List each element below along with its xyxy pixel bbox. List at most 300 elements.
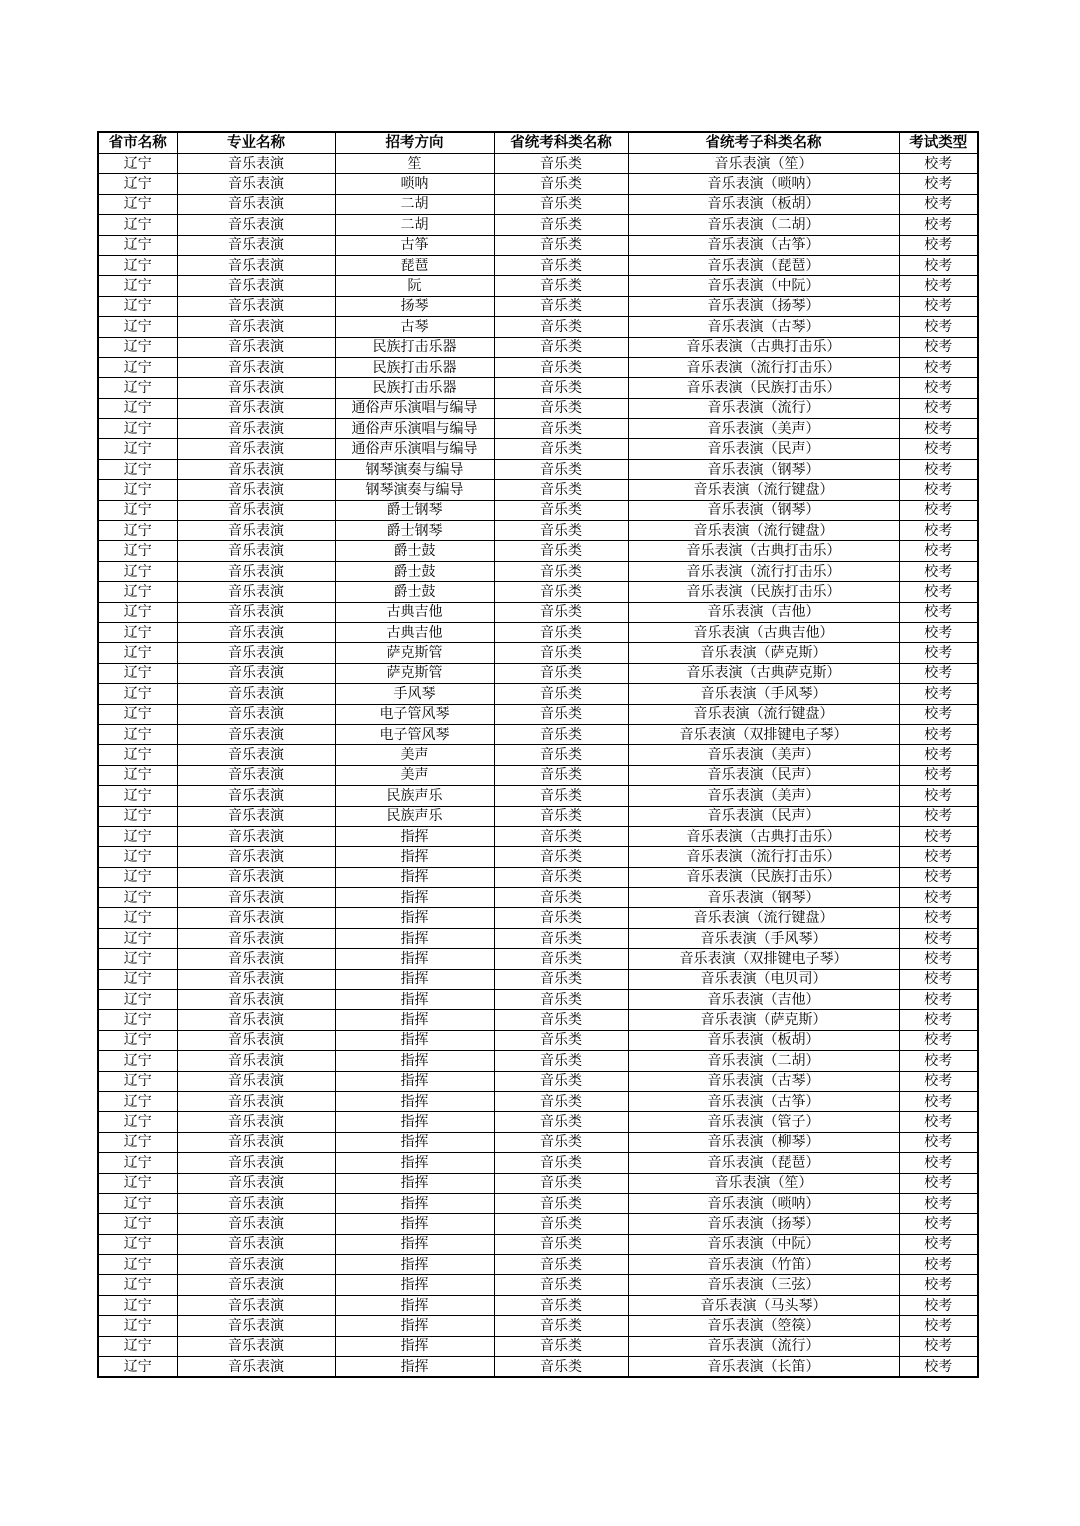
cell-direction: 指挥 [335,1234,494,1254]
cell-major: 音乐表演 [177,1051,335,1071]
table-row [98,1153,978,1173]
cell-exam-type: 校考 [899,439,978,459]
cell-direction: 指挥 [335,1030,494,1050]
cell-category: 音乐类 [494,1153,628,1173]
cell-major: 音乐表演 [177,1112,335,1132]
cell-category: 音乐类 [494,439,628,459]
cell-direction: 萨克斯管 [335,663,494,683]
cell-province: 辽宁 [98,928,177,948]
table-row [98,1295,978,1315]
cell-category: 音乐类 [494,378,628,398]
cell-subcategory: 音乐表演（钢琴） [628,500,899,520]
cell-direction: 钢琴演奏与编导 [335,480,494,500]
cell-exam-type: 校考 [899,1112,978,1132]
cell-major: 音乐表演 [177,765,335,785]
cell-category: 音乐类 [494,847,628,867]
cell-category: 音乐类 [494,643,628,663]
table-row [98,1071,978,1091]
cell-category: 音乐类 [494,663,628,683]
cell-subcategory: 音乐表演（民族打击乐） [628,867,899,887]
cell-province: 辽宁 [98,500,177,520]
cell-category: 音乐类 [494,867,628,887]
cell-exam-type: 校考 [899,847,978,867]
cell-province: 辽宁 [98,602,177,622]
cell-direction: 民族打击乐器 [335,337,494,357]
cell-subcategory: 音乐表演（古典打击乐） [628,826,899,846]
cell-province: 辽宁 [98,1316,177,1336]
table-row [98,459,978,479]
table-row [98,1234,978,1254]
cell-category: 音乐类 [494,622,628,642]
cell-direction: 琵琶 [335,255,494,275]
table-row [98,337,978,357]
cell-major: 音乐表演 [177,1010,335,1030]
cell-direction: 指挥 [335,908,494,928]
cell-major: 音乐表演 [177,663,335,683]
cell-major: 音乐表演 [177,1255,335,1275]
cell-major: 音乐表演 [177,1193,335,1213]
cell-subcategory: 音乐表演（柳琴） [628,1132,899,1152]
cell-major: 音乐表演 [177,1316,335,1336]
cell-exam-type: 校考 [899,174,978,194]
cell-province: 辽宁 [98,1295,177,1315]
table-row [98,724,978,744]
cell-direction: 指挥 [335,1051,494,1071]
cell-province: 辽宁 [98,337,177,357]
header-exam-type: 考试类型 [899,132,978,154]
cell-direction: 阮 [335,276,494,296]
cell-direction: 通俗声乐演唱与编导 [335,439,494,459]
table-row [98,1051,978,1071]
header-province: 省市名称 [98,132,177,154]
cell-major: 音乐表演 [177,888,335,908]
cell-subcategory: 音乐表演（流行键盘） [628,908,899,928]
cell-province: 辽宁 [98,1112,177,1132]
cell-category: 音乐类 [494,704,628,724]
cell-category: 音乐类 [494,765,628,785]
cell-province: 辽宁 [98,1030,177,1050]
cell-exam-type: 校考 [899,745,978,765]
cell-exam-type: 校考 [899,1153,978,1173]
table-row [98,786,978,806]
cell-exam-type: 校考 [899,337,978,357]
cell-category: 音乐类 [494,1234,628,1254]
cell-province: 辽宁 [98,806,177,826]
table-row [98,1173,978,1193]
cell-province: 辽宁 [98,786,177,806]
cell-direction: 指挥 [335,1357,494,1378]
cell-direction: 指挥 [335,847,494,867]
cell-province: 辽宁 [98,235,177,255]
cell-category: 音乐类 [494,1214,628,1234]
cell-direction: 电子管风琴 [335,724,494,744]
cell-category: 音乐类 [494,1316,628,1336]
cell-province: 辽宁 [98,439,177,459]
cell-exam-type: 校考 [899,765,978,785]
table-row [98,296,978,316]
header-category: 省统考科类名称 [494,132,628,154]
cell-subcategory: 音乐表演（美声） [628,786,899,806]
cell-category: 音乐类 [494,1071,628,1091]
cell-major: 音乐表演 [177,378,335,398]
cell-province: 辽宁 [98,398,177,418]
table-row [98,439,978,459]
table-row [98,398,978,418]
cell-category: 音乐类 [494,1091,628,1111]
cell-direction: 美声 [335,765,494,785]
cell-subcategory: 音乐表演（箜篌） [628,1316,899,1336]
cell-exam-type: 校考 [899,500,978,520]
cell-subcategory: 音乐表演（双排键电子琴） [628,949,899,969]
cell-major: 音乐表演 [177,1295,335,1315]
cell-category: 音乐类 [494,255,628,275]
cell-major: 音乐表演 [177,317,335,337]
table-row [98,235,978,255]
cell-direction: 民族打击乐器 [335,357,494,377]
table-row [98,826,978,846]
cell-exam-type: 校考 [899,928,978,948]
cell-province: 辽宁 [98,1234,177,1254]
table-row [98,969,978,989]
cell-major: 音乐表演 [177,1214,335,1234]
cell-exam-type: 校考 [899,561,978,581]
cell-province: 辽宁 [98,317,177,337]
cell-exam-type: 校考 [899,949,978,969]
cell-major: 音乐表演 [177,521,335,541]
table-row [98,1214,978,1234]
cell-province: 辽宁 [98,1336,177,1356]
table-row [98,1030,978,1050]
cell-exam-type: 校考 [899,786,978,806]
cell-direction: 指挥 [335,1336,494,1356]
cell-exam-type: 校考 [899,215,978,235]
cell-exam-type: 校考 [899,1051,978,1071]
cell-province: 辽宁 [98,276,177,296]
cell-subcategory: 音乐表演（民声） [628,439,899,459]
cell-exam-type: 校考 [899,541,978,561]
cell-subcategory: 音乐表演（古琴） [628,1071,899,1091]
table-row [98,867,978,887]
cell-exam-type: 校考 [899,255,978,275]
cell-province: 辽宁 [98,1153,177,1173]
cell-subcategory: 音乐表演（二胡） [628,1051,899,1071]
cell-major: 音乐表演 [177,704,335,724]
cell-exam-type: 校考 [899,521,978,541]
table-row [98,521,978,541]
cell-category: 音乐类 [494,1336,628,1356]
cell-category: 音乐类 [494,480,628,500]
cell-direction: 美声 [335,745,494,765]
cell-exam-type: 校考 [899,582,978,602]
cell-province: 辽宁 [98,969,177,989]
cell-province: 辽宁 [98,1010,177,1030]
table-header-row [98,132,978,154]
cell-category: 音乐类 [494,500,628,520]
cell-direction: 爵士鼓 [335,541,494,561]
cell-province: 辽宁 [98,296,177,316]
cell-major: 音乐表演 [177,500,335,520]
cell-exam-type: 校考 [899,317,978,337]
cell-major: 音乐表演 [177,215,335,235]
cell-exam-type: 校考 [899,888,978,908]
cell-direction: 民族打击乐器 [335,378,494,398]
table-row [98,622,978,642]
cell-province: 辽宁 [98,1091,177,1111]
cell-major: 音乐表演 [177,867,335,887]
cell-province: 辽宁 [98,255,177,275]
cell-subcategory: 音乐表演（笙） [628,1173,899,1193]
cell-subcategory: 音乐表演（古筝） [628,1091,899,1111]
table-row [98,1010,978,1030]
cell-subcategory: 音乐表演（古琴） [628,317,899,337]
cell-major: 音乐表演 [177,928,335,948]
cell-category: 音乐类 [494,215,628,235]
cell-direction: 爵士鼓 [335,561,494,581]
cell-major: 音乐表演 [177,969,335,989]
cell-category: 音乐类 [494,990,628,1010]
cell-subcategory: 音乐表演（民族打击乐） [628,378,899,398]
cell-exam-type: 校考 [899,1071,978,1091]
cell-direction: 唢呐 [335,174,494,194]
cell-major: 音乐表演 [177,847,335,867]
cell-direction: 二胡 [335,215,494,235]
cell-major: 音乐表演 [177,439,335,459]
cell-exam-type: 校考 [899,419,978,439]
table-row [98,215,978,235]
cell-exam-type: 校考 [899,276,978,296]
table-row [98,357,978,377]
table-row [98,949,978,969]
cell-direction: 电子管风琴 [335,704,494,724]
cell-direction: 指挥 [335,1010,494,1030]
cell-subcategory: 音乐表演（钢琴） [628,888,899,908]
cell-subcategory: 音乐表演（民族打击乐） [628,582,899,602]
cell-province: 辽宁 [98,541,177,561]
cell-major: 音乐表演 [177,949,335,969]
cell-category: 音乐类 [494,1173,628,1193]
cell-category: 音乐类 [494,1112,628,1132]
cell-major: 音乐表演 [177,602,335,622]
cell-exam-type: 校考 [899,622,978,642]
cell-province: 辽宁 [98,1193,177,1213]
cell-category: 音乐类 [494,561,628,581]
cell-major: 音乐表演 [177,296,335,316]
table-row [98,1357,978,1378]
cell-major: 音乐表演 [177,806,335,826]
cell-province: 辽宁 [98,1255,177,1275]
cell-exam-type: 校考 [899,378,978,398]
cell-exam-type: 校考 [899,235,978,255]
cell-exam-type: 校考 [899,990,978,1010]
table-row [98,541,978,561]
cell-direction: 指挥 [335,1091,494,1111]
cell-exam-type: 校考 [899,398,978,418]
cell-major: 音乐表演 [177,622,335,642]
table-row [98,1193,978,1213]
cell-major: 音乐表演 [177,235,335,255]
cell-major: 音乐表演 [177,337,335,357]
cell-direction: 古典吉他 [335,602,494,622]
cell-direction: 指挥 [335,1214,494,1234]
cell-direction: 爵士鼓 [335,582,494,602]
cell-major: 音乐表演 [177,1336,335,1356]
cell-major: 音乐表演 [177,541,335,561]
cell-subcategory: 音乐表演（电贝司） [628,969,899,989]
table-row [98,174,978,194]
cell-category: 音乐类 [494,154,628,174]
cell-province: 辽宁 [98,378,177,398]
cell-subcategory: 音乐表演（吉他） [628,602,899,622]
cell-category: 音乐类 [494,521,628,541]
cell-province: 辽宁 [98,194,177,214]
cell-major: 音乐表演 [177,255,335,275]
cell-direction: 指挥 [335,1275,494,1295]
cell-major: 音乐表演 [177,745,335,765]
cell-exam-type: 校考 [899,1255,978,1275]
table-row [98,276,978,296]
cell-direction: 指挥 [335,867,494,887]
cell-direction: 指挥 [335,1295,494,1315]
cell-province: 辽宁 [98,826,177,846]
cell-province: 辽宁 [98,357,177,377]
cell-major: 音乐表演 [177,1275,335,1295]
cell-category: 音乐类 [494,806,628,826]
cell-exam-type: 校考 [899,806,978,826]
cell-direction: 指挥 [335,888,494,908]
table-row [98,928,978,948]
cell-subcategory: 音乐表演（流行键盘） [628,480,899,500]
table-row [98,500,978,520]
table-row [98,480,978,500]
cell-major: 音乐表演 [177,419,335,439]
cell-direction: 爵士钢琴 [335,500,494,520]
table-row [98,806,978,826]
cell-province: 辽宁 [98,1071,177,1091]
cell-direction: 指挥 [335,1153,494,1173]
header-direction: 招考方向 [335,132,494,154]
cell-direction: 手风琴 [335,684,494,704]
cell-category: 音乐类 [494,888,628,908]
cell-exam-type: 校考 [899,154,978,174]
cell-category: 音乐类 [494,276,628,296]
cell-subcategory: 音乐表演（唢呐） [628,174,899,194]
cell-exam-type: 校考 [899,1336,978,1356]
cell-subcategory: 音乐表演（琵琶） [628,1153,899,1173]
cell-province: 辽宁 [98,765,177,785]
cell-category: 音乐类 [494,684,628,704]
header-subcategory: 省统考子科类名称 [628,132,899,154]
document-sheet [97,131,977,1378]
cell-province: 辽宁 [98,480,177,500]
cell-subcategory: 音乐表演（萨克斯） [628,643,899,663]
cell-major: 音乐表演 [177,154,335,174]
table-row [98,419,978,439]
table-row [98,194,978,214]
cell-major: 音乐表演 [177,786,335,806]
cell-exam-type: 校考 [899,1173,978,1193]
cell-subcategory: 音乐表演（三弦） [628,1275,899,1295]
cell-subcategory: 音乐表演（民声） [628,765,899,785]
cell-major: 音乐表演 [177,459,335,479]
table-row [98,378,978,398]
cell-category: 音乐类 [494,398,628,418]
table-row [98,908,978,928]
table-row [98,1336,978,1356]
cell-direction: 通俗声乐演唱与编导 [335,419,494,439]
cell-subcategory: 音乐表演（流行打击乐） [628,847,899,867]
cell-exam-type: 校考 [899,704,978,724]
cell-subcategory: 音乐表演（美声） [628,419,899,439]
cell-subcategory: 音乐表演（板胡） [628,1030,899,1050]
cell-direction: 古典吉他 [335,622,494,642]
cell-province: 辽宁 [98,1173,177,1193]
cell-category: 音乐类 [494,1275,628,1295]
cell-exam-type: 校考 [899,1357,978,1378]
admissions-table [97,131,979,1378]
cell-province: 辽宁 [98,847,177,867]
cell-category: 音乐类 [494,1010,628,1030]
cell-province: 辽宁 [98,622,177,642]
cell-exam-type: 校考 [899,684,978,704]
table-row [98,154,978,174]
cell-direction: 指挥 [335,990,494,1010]
cell-subcategory: 音乐表演（中阮） [628,1234,899,1254]
cell-province: 辽宁 [98,704,177,724]
cell-direction: 指挥 [335,969,494,989]
table-row [98,765,978,785]
cell-category: 音乐类 [494,419,628,439]
cell-category: 音乐类 [494,745,628,765]
cell-exam-type: 校考 [899,1295,978,1315]
table-row [98,1132,978,1152]
table-row [98,1091,978,1111]
cell-major: 音乐表演 [177,1071,335,1091]
cell-province: 辽宁 [98,1051,177,1071]
cell-province: 辽宁 [98,949,177,969]
cell-major: 音乐表演 [177,174,335,194]
cell-province: 辽宁 [98,419,177,439]
cell-province: 辽宁 [98,888,177,908]
cell-subcategory: 音乐表演（钢琴） [628,459,899,479]
cell-subcategory: 音乐表演（管子） [628,1112,899,1132]
cell-province: 辽宁 [98,990,177,1010]
cell-major: 音乐表演 [177,582,335,602]
table-row [98,990,978,1010]
cell-major: 音乐表演 [177,1173,335,1193]
header-major: 专业名称 [177,132,335,154]
cell-category: 音乐类 [494,1357,628,1378]
cell-major: 音乐表演 [177,1132,335,1152]
cell-subcategory: 音乐表演（双排键电子琴） [628,724,899,744]
table-row [98,1316,978,1336]
cell-category: 音乐类 [494,602,628,622]
cell-province: 辽宁 [98,561,177,581]
table-row [98,1112,978,1132]
table-row [98,561,978,581]
cell-direction: 萨克斯管 [335,643,494,663]
cell-province: 辽宁 [98,908,177,928]
table-row [98,317,978,337]
cell-category: 音乐类 [494,1132,628,1152]
cell-category: 音乐类 [494,1255,628,1275]
cell-category: 音乐类 [494,296,628,316]
cell-exam-type: 校考 [899,1193,978,1213]
cell-subcategory: 音乐表演（古典萨克斯） [628,663,899,683]
cell-subcategory: 音乐表演（板胡） [628,194,899,214]
cell-major: 音乐表演 [177,684,335,704]
cell-direction: 扬琴 [335,296,494,316]
cell-subcategory: 音乐表演（马头琴） [628,1295,899,1315]
